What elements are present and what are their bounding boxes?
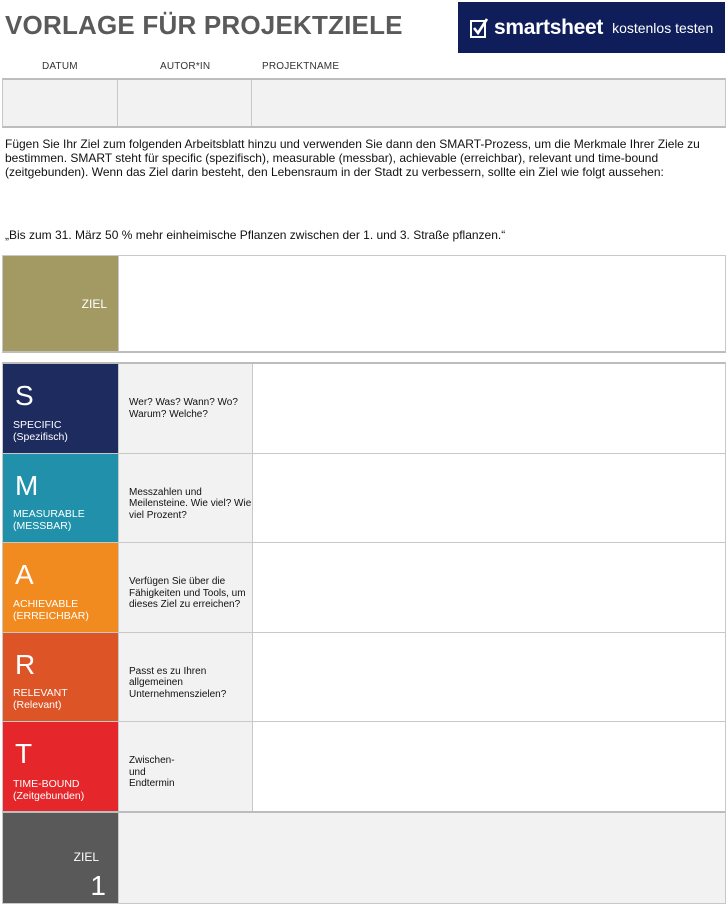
- smart-label: TIME-BOUND (Zeitgebunden): [13, 777, 85, 802]
- date-field[interactable]: [3, 80, 118, 126]
- smart-row-measurable: [3, 454, 725, 544]
- smart-letter: A: [15, 559, 34, 591]
- smart-question: Passt es zu Ihren allgemeinen Unternehmenszielen?: [118, 633, 252, 722]
- smart-letter: M: [15, 469, 39, 501]
- smart-letter: R: [15, 648, 36, 680]
- smartsheet-banner-link[interactable]: [458, 2, 725, 53]
- smart-question: Zwischen- und Endtermin: [118, 722, 252, 812]
- smart-answer-field[interactable]: [252, 543, 725, 632]
- header-project-label: PROJEKTNAME: [262, 61, 340, 72]
- goal-1-label: ZIEL: [73, 850, 99, 864]
- goal-1-row: [2, 811, 726, 904]
- smart-label: RELEVANT (Relevant): [13, 687, 68, 712]
- smart-question: Messzahlen und Meilensteine. Wie viel? Wie viel Prozent?: [118, 454, 252, 543]
- smart-answer-field[interactable]: [252, 454, 725, 543]
- example-goal-text: „Bis zum 31. März 50 % mehr einheimische Pflanzen zwischen der 1. und 3. Straße pflanzen.“: [5, 228, 506, 242]
- smart-row-specific: [3, 364, 725, 454]
- smartsheet-logo-icon: [470, 18, 488, 38]
- header-date-label: DATUM: [42, 61, 78, 72]
- brand-name: smartsheet: [494, 15, 604, 39]
- project-name-field[interactable]: [252, 80, 725, 126]
- smart-label: ACHIEVABLE (ERREICHBAR): [13, 597, 89, 622]
- smart-row-achievable: [3, 543, 725, 633]
- smart-letter-cell: [3, 454, 118, 543]
- smart-answer-field[interactable]: [252, 722, 725, 812]
- smart-letter-cell: [3, 364, 118, 453]
- author-field[interactable]: [118, 80, 252, 126]
- smart-letter: S: [15, 380, 34, 411]
- smart-label: SPECIFIC (Spezifisch): [13, 418, 68, 443]
- smart-letter-cell: [3, 633, 118, 722]
- smart-row-relevant: [3, 633, 725, 723]
- goal-1-label-cell: [3, 813, 118, 903]
- smart-question: Wer? Was? Wann? Wo? Warum? Welche?: [118, 364, 252, 453]
- smart-letter-cell: [3, 543, 118, 632]
- smart-row-time-bound: [3, 722, 725, 812]
- meta-fields-row: [2, 78, 726, 128]
- intro-text: Fügen Sie Ihr Ziel zum folgenden Arbeitsblatt hinzu und verwenden Sie dann den SMART-Prozess, um die Merkmale Ihrer Ziele zu bestimmen. SMART steht für specific (spezifisch), measurable (messbar), achievable (erreichbar), relevant und time-bound (zeitgebunden). Wenn das Ziel darin besteht, den Lebensraum in der Stadt zu verbessern, sollte ein Ziel wie folgt aussehen:: [5, 137, 700, 179]
- smart-letter: T: [15, 738, 33, 770]
- goal-label: ZIEL: [3, 256, 118, 351]
- smart-answer-field[interactable]: [252, 633, 725, 722]
- goal-1-input-field[interactable]: [118, 813, 725, 903]
- header-author-label: AUTOR*IN: [160, 61, 211, 72]
- goal-1-number: 1: [90, 870, 106, 901]
- smart-answer-field[interactable]: [252, 364, 725, 453]
- smart-question: Verfügen Sie über die Fähigkeiten und Tools, um dieses Ziel zu erreichen?: [118, 543, 252, 632]
- smart-letter-cell: [3, 722, 118, 812]
- goal-row: [2, 255, 726, 353]
- banner-cta: kostenlos testen: [612, 19, 714, 36]
- page-title: VORLAGE FÜR PROJEKTZIELE: [5, 10, 403, 40]
- smart-table: [2, 362, 726, 813]
- smart-label: MEASURABLE (MESSBAR): [13, 508, 85, 533]
- goal-input-field[interactable]: [118, 256, 725, 351]
